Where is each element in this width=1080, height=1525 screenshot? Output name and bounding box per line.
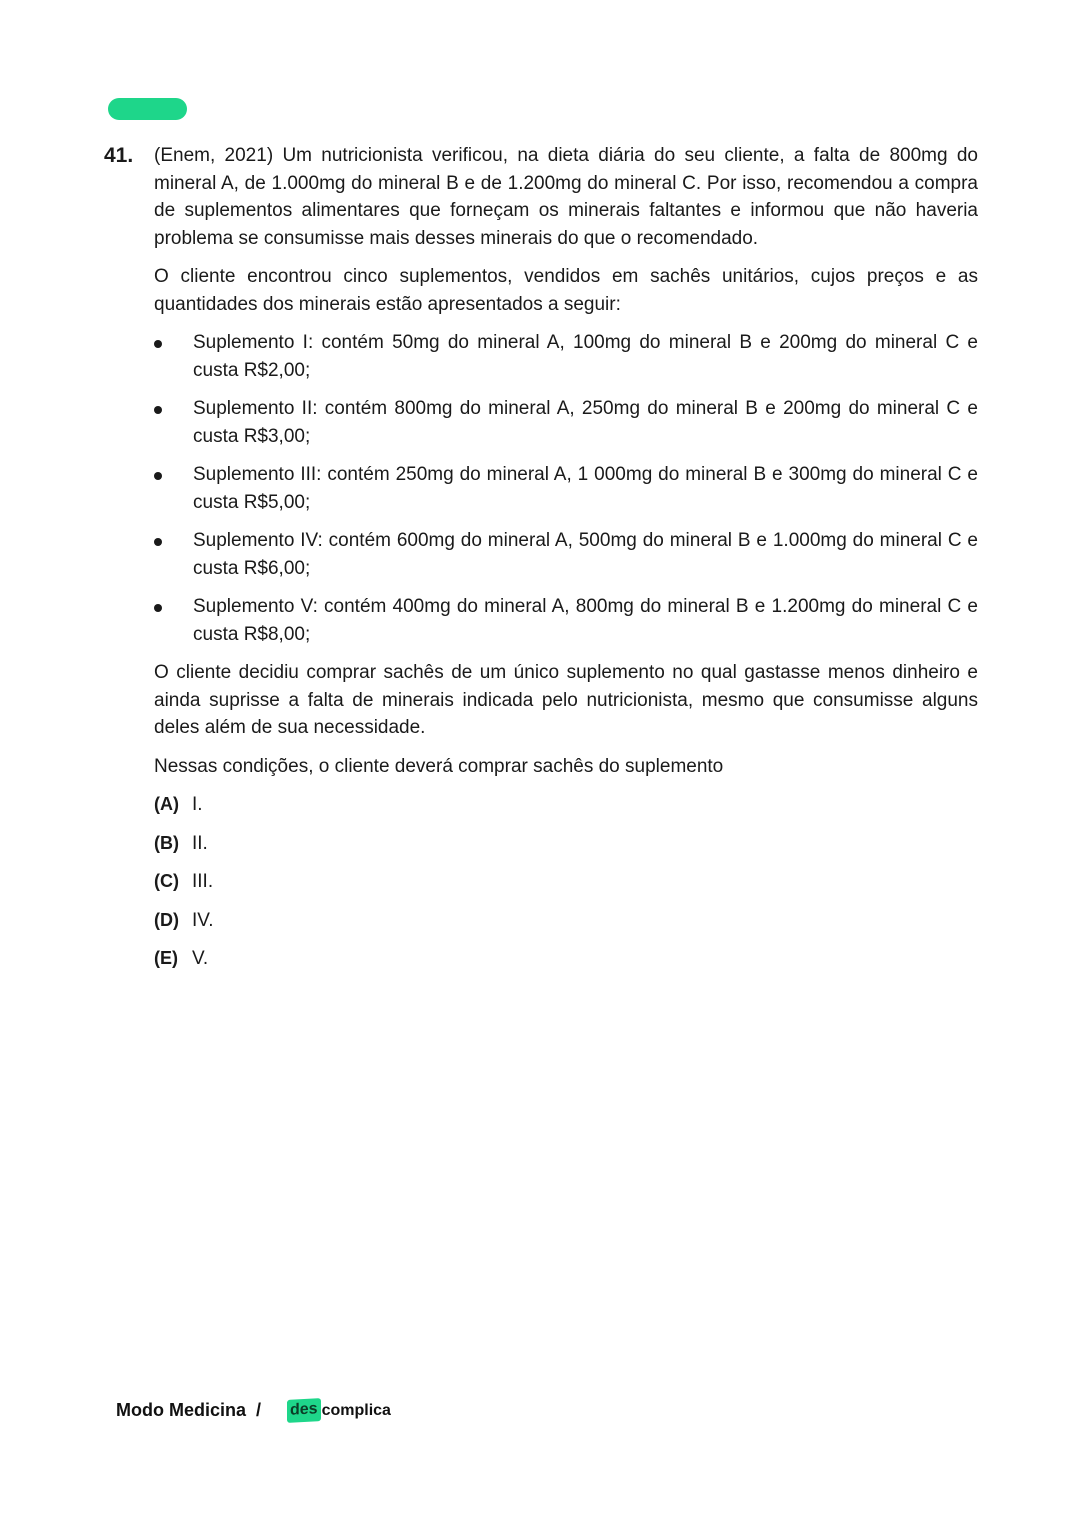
category-tag-pill: [108, 98, 187, 120]
bullet-icon: [154, 538, 162, 546]
logo-mark: des: [287, 1398, 321, 1423]
option-d[interactable]: (D) IV.: [154, 909, 214, 931]
descomplica-logo: [287, 1399, 391, 1422]
supplement-item: Suplemento III: contém 250mg do mineral A, 1 000mg do mineral B e 300mg do mineral C e custa R$5,00;: [154, 461, 978, 516]
option-a[interactable]: (A) I.: [154, 794, 203, 815]
option-e[interactable]: (E) V.: [154, 948, 209, 969]
supplement-list: [154, 329, 978, 648]
question-context: O cliente encontrou cinco suplementos, vendidos em sachês unitários, cujos preços e as quantidades dos minerais estão apresentados a seguir:: [154, 266, 978, 315]
question-intro: (Enem, 2021) Um nutricionista verificou, na dieta diária do seu cliente, a falta de 800mg do mineral A, de 1.000mg do mineral B e de 1.200mg do mineral C. Por isso, recomendou a compra de suplementos alimentares que forneçam os minerais faltantes e informou que não haveria problema se consumisse mais desses minerais do que o recomendado.: [154, 145, 978, 249]
question-prompt: Nessas condições, o cliente deverá comprar sachês do suplemento: [154, 755, 724, 777]
footer-brand: Modo Medicina: [116, 1400, 246, 1420]
option-c[interactable]: (C) III.: [154, 871, 214, 892]
supplement-item: Suplemento IV: contém 600mg do mineral A, 500mg do mineral B e 1.000mg do mineral C e custa R$6,00;: [154, 527, 978, 582]
bullet-icon: [154, 604, 162, 612]
bullet-icon: [154, 472, 162, 480]
logo-wordmark: complica: [321, 1401, 391, 1419]
page-footer: [116, 1399, 391, 1422]
supplement-item: Suplemento I: contém 50mg do mineral A, 100mg do mineral B e 200mg do mineral C e custa R$2,00;: [154, 329, 978, 384]
answer-options: [154, 791, 978, 973]
footer-separator: /: [256, 1400, 262, 1420]
question-number: 41.: [104, 144, 134, 167]
bullet-icon: [154, 406, 162, 414]
supplement-item: Suplemento II: contém 800mg do mineral A, 250mg do mineral B e 200mg do mineral C e custa R$3,00;: [154, 395, 978, 450]
supplement-item: Suplemento V: contém 400mg do mineral A, 800mg do mineral B e 1.200mg do mineral C e custa R$8,00;: [154, 593, 978, 648]
bullet-icon: [154, 340, 162, 348]
option-b[interactable]: (B) II.: [154, 832, 208, 854]
question-body: [154, 142, 978, 973]
question-41: [104, 142, 978, 984]
question-decision: O cliente decidiu comprar sachês de um único suplemento no qual gastasse menos dinheiro e ainda suprisse a falta de minerais indicada pelo nutricionista, mesmo que consumisse alguns deles além de sua necessidade.: [154, 662, 978, 738]
